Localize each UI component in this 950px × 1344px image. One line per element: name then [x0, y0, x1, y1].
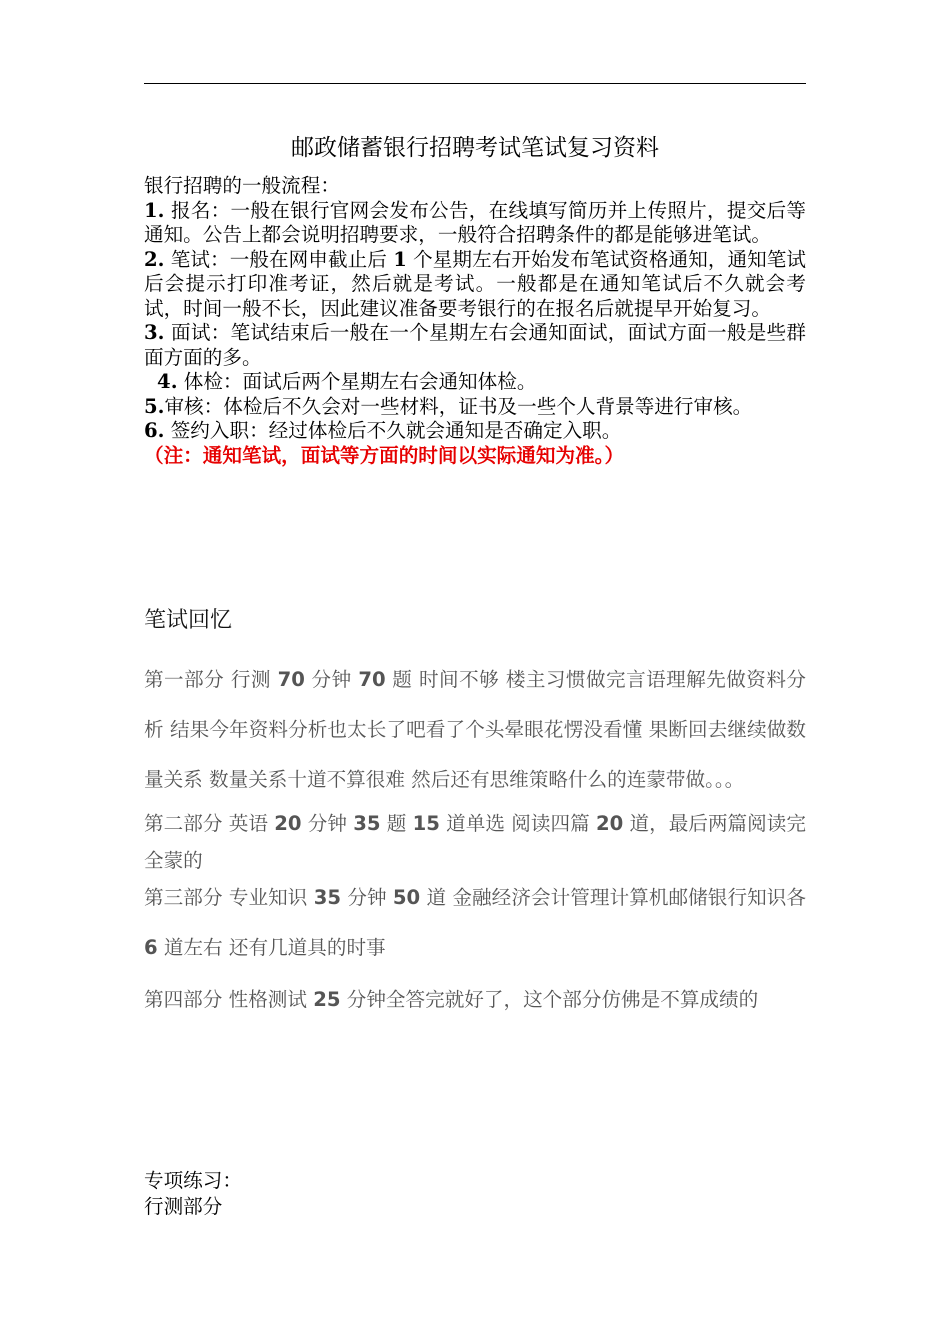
- recall-text: 分钟: [301, 812, 354, 835]
- recall-text: 第二部分 英语: [144, 812, 275, 835]
- recall-number: 15: [412, 812, 440, 835]
- recall-text: 道 金融经济会计管理计算机邮储银行知识各: [420, 886, 806, 909]
- recall-part-3: [144, 873, 806, 973]
- recall-text: 第四部分 性格测试: [144, 988, 314, 1011]
- process-step-5: 5.审核：体检后不久会对一些材料，证书及一些个人背景等进行审核。: [144, 394, 753, 418]
- recall-text: 道单选 阅读四篇: [439, 812, 596, 835]
- exam-recall: [144, 655, 806, 1018]
- recall-number: 35: [353, 812, 381, 835]
- practice-section: [144, 1168, 242, 1220]
- recall-part-4: [144, 981, 806, 1018]
- recall-text: 分钟: [341, 886, 393, 909]
- recall-text: 道，最后两篇阅读完全蒙的: [144, 812, 806, 872]
- recall-number: 70: [277, 668, 305, 691]
- process-step-3: 3. 面试：笔试结束后一般在一个星期左右会通知面试，面试方面一般是些群面方面的多。: [144, 321, 807, 369]
- process-step-1: 1. 报名：一般在银行官网会发布公告，在线填写简历并上传照片，提交后等通知。公告上都会说明招聘要求，一般符合招聘条件的都是能够进笔试。: [144, 198, 807, 246]
- recall-heading: 笔试回忆: [144, 608, 233, 633]
- practice-subheading: 行测部分: [144, 1195, 223, 1218]
- process-step-4: 4. 体检：面试后两个星期左右会通知体检。: [150, 370, 537, 393]
- recall-text: 分钟全答完就好了，这个部分仿佛是不算成绩的: [340, 988, 759, 1011]
- process-note: （注：通知笔试，面试等方面的时间以实际通知为准。）: [144, 443, 625, 467]
- recall-number: 20: [274, 812, 302, 835]
- recall-number: 50: [392, 886, 421, 909]
- process-step-2: 2. 笔试：一般在网申截止后 1 个星期左右开始发布笔试资格通知，通知笔试后会提示打印准考证，然后就是考试。一般都是在通知笔试后不久就会考试，时间一般不长，因此建议准备要考银行的在报名后就提早开始复习。: [144, 247, 807, 320]
- recall-number: 25: [313, 988, 341, 1011]
- process-step-6: 6. 签约入职：经过体检后不久就会通知是否确定入职。: [144, 419, 622, 442]
- recruitment-process: [144, 174, 806, 468]
- recall-text: 第一部分 行测: [144, 668, 278, 691]
- recall-number: 35: [313, 886, 342, 909]
- document-title: 邮政储蓄银行招聘考试笔试复习资料: [291, 135, 659, 161]
- recall-text: 分钟: [304, 668, 359, 691]
- process-heading: 银行招聘的一般流程：: [144, 174, 340, 197]
- recall-text: 题: [380, 812, 413, 835]
- header-rule: [144, 83, 806, 84]
- recall-number: 20: [595, 812, 624, 835]
- recall-part-1: [144, 655, 806, 805]
- practice-heading: 专项练习：: [144, 1169, 242, 1192]
- recall-text: 道左右 还有几道具的时事: [157, 936, 386, 959]
- recall-part-2: [144, 805, 806, 879]
- recall-number: 70: [358, 668, 386, 691]
- recall-text: 第三部分 专业知识: [144, 886, 314, 909]
- recall-number: 6: [144, 936, 158, 959]
- recall-text: 题 时间不够 楼主习惯做完言语理解先做资料分析 结果今年资料分析也太长了吧看了个头晕眼花愣没看懂 果断回去继续做数量关系 数量关系十道不算很难 然后还有思维策略什么的连蒙带做。。。: [144, 668, 806, 791]
